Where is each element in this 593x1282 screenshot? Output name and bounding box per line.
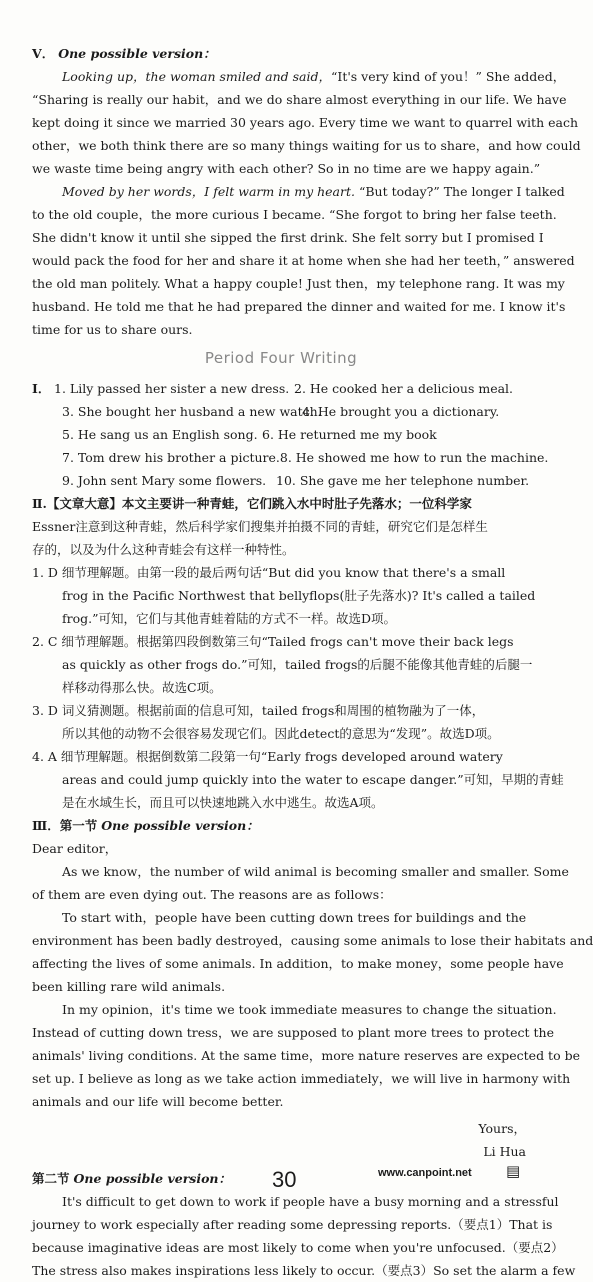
paragraph-line: “Sharing is really our habit，and we do share almost everything in our life. We have [32,92,567,107]
paragraph-line: would pack the food for her and share it at home when she had her teeth，” answered [32,253,575,268]
list-item: Ⅰ． 1. Lily passed her sister a new dress. 2. He cooked her a delicious meal. [32,377,530,400]
paragraph-line: She didn't know it until she sipped the first drink. She felt sorry but I promised I [32,230,544,245]
subsection-heading: 第二节 One possible version： [32,1171,231,1186]
section-ii-line: Essner注意到这种青蛙，然后科学家们搜集并拍摄不同的青蛙，研究它们是怎样生 [32,519,488,534]
period-title: Period Four Writing [204,349,358,367]
letter-line: affecting the lives of some animals. In addition，to make money，some people have [32,956,564,971]
answer-line: areas and could jump quickly into the water to escape danger.”可知，早期的青蛙 [62,772,564,787]
letter-closing: Yours， [478,1121,526,1136]
answer-line: 3. D 词义猜测题。根据前面的信息可知，tailed frogs和周围的植物融为了一体， [32,703,485,718]
paragraph-line: Moved by her words，I felt warm in my heart. “But today?” The longer I talked [62,184,565,199]
essay-line: journey to work especially after reading some depressing reports.（要点1）That is [32,1217,553,1232]
paragraph-line: husband. He told me that he had prepared the dinner and waited for me. I know it's [32,299,566,314]
letter-line: Instead of cutting down tress，we are supposed to plant more trees to protect the [32,1025,554,1040]
paragraph-line: we waste time being angry with each other? So in no time are we happy again.” [32,161,541,176]
essay-line: The stress also makes inspirations less likely to occur.（要点3）So set the alarm a few [32,1263,576,1278]
section-number: V． [32,46,55,61]
footer-url: www.canpoint.net [378,1167,472,1179]
letter-line: To start with，people have been cutting down trees for buildings and the [62,910,527,925]
letter-greeting: Dear editor， [32,841,118,856]
section-iii-heading: Ⅲ．第一节 One possible version： [32,818,259,833]
list-item: 3. She bought her husband a new watch. 4. He brought you a dictionary. [62,404,500,419]
letter-line: animals' living conditions. At the same time，more nature reserves are expected to be [32,1048,580,1063]
answer-page [32,42,593,1282]
answer-line: frog.”可知，它们与其他青蛙着陆的方式不一样。故选D项。 [62,611,397,626]
answer-line: 所以其他的动物不会很容易发现它们。因此detect的意思为“发现”。故选D项。 [62,726,500,741]
letter-signature: Li Hua [483,1144,526,1159]
section-ii-line: Ⅱ.【文章大意】本文主要讲一种青蛙，它们跳入水中时肚子先落水；一位科学家 [32,496,472,511]
paragraph-line: to the old couple，the more curious I became. “She forgot to bring her false teeth. [32,207,557,222]
essay-line: because imaginative ideas are most likely to come when you're unfocused.（要点2） [32,1240,564,1255]
list-item: 5. He sang us an English song. 6. He returned me my book [62,427,437,442]
paragraph-line: the old man politely. What a happy couple! Just then，my telephone rang. It was my [32,276,565,291]
answer-line: frog in the Pacific Northwest that bellyflops(肚子先落水)? It's called a tailed [62,588,536,603]
list-item: 7. Tom drew his brother a picture. 8. He showed me how to run the machine. [62,450,549,465]
paragraph-line: Looking up，the woman smiled and said，“It's very kind of you！” She added， [62,69,566,84]
section-number: Ⅰ． [32,381,51,396]
section-title: One possible version： [58,46,216,61]
letter-line: environment has been badly destroyed，causing some animals to lose their habitats and [32,933,593,948]
section-ii-line: 存的，以及为什么这种青蛙会有这样一种特性。 [32,542,295,557]
answer-line: 4. A 细节理解题。根据倒数第二段第一句“Early frogs developed around watery [32,749,503,764]
paragraph-line: other，we both think there are so many things waiting for us to share，and how could [32,138,581,153]
letter-line: As we know，the number of wild animal is becoming smaller and smaller. Some [62,864,569,879]
letter-line: set up. I believe as long as we take action immediately，we will live in harmony with [32,1071,571,1086]
letter-line: animals and our life will become better. [32,1094,284,1109]
letter-line: been killing rare wild animals. [32,979,226,994]
paragraph-line: kept doing it since we married 30 years ago. Every time we want to quarrel with each [32,115,579,130]
answer-line: 1. D 细节理解题。由第一段的最后两句话“But did you know that there's a small [32,565,506,580]
answer-line: 样移动得那么快。故选C项。 [62,680,222,695]
paragraph-line: time for us to share ours. [32,322,193,337]
page-number: 30 [272,1167,297,1192]
book-icon: ▤ [506,1162,521,1180]
letter-line: of them are even dying out. The reasons are as follows： [32,887,392,902]
answer-line: as quickly as other frogs do.”可知，tailed frogs的后腿不能像其他青蛙的后腿一 [62,657,533,672]
letter-line: In my opinion，it's time we took immediate measures to change the situation. [62,1002,557,1017]
section-v-heading [32,42,530,65]
answer-line: 是在水域生长，而且可以快速地跳入水中逃生。故选A项。 [62,795,384,810]
list-item: 9. John sent Mary some flowers. 10. She gave me her telephone number. [62,473,530,488]
answer-line: 2. C 细节理解题。根据第四段倒数第三句“Tailed frogs can't move their back legs [32,634,514,649]
essay-line: It's difficult to get down to work if people have a busy morning and a stressful [62,1194,559,1209]
